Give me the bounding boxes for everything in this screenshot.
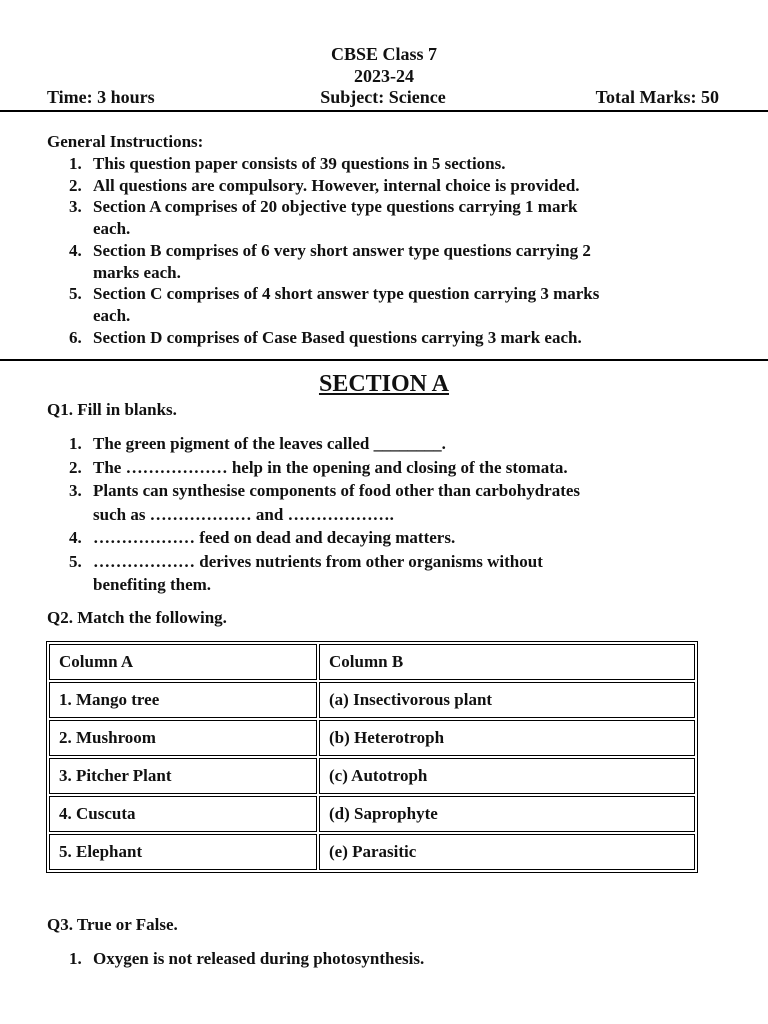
paper-year: 2023-24 xyxy=(354,66,414,86)
item-number: 2. xyxy=(69,175,82,195)
q1-heading: Q1. Fill in blanks. xyxy=(47,400,177,419)
item-text-line: Section A comprises of 20 objective type questions carrying 1 mark xyxy=(93,197,578,217)
item-text-line: Section B comprises of 6 very short answer type questions carrying 2 xyxy=(93,240,591,260)
subject-label: Subject: Science xyxy=(320,87,446,107)
column-a-cell: 5. Elephant xyxy=(49,834,317,870)
column-b-cell: (c) Autotroph xyxy=(319,758,695,794)
list-item xyxy=(47,947,424,971)
item-text-line: This question paper consists of 39 questions in 5 sections. xyxy=(93,154,506,173)
column-b-cell: (e) Parasitic xyxy=(319,834,695,870)
item-number: 6. xyxy=(69,327,82,347)
item-number: 3. xyxy=(69,481,82,500)
instructions-heading: General Instructions: xyxy=(47,132,204,151)
q3-heading: Q3. True or False. xyxy=(47,915,178,934)
list-item xyxy=(47,175,599,197)
item-text-line: each. xyxy=(93,305,131,325)
item-number: 1. xyxy=(69,949,82,968)
table-header-row xyxy=(49,644,695,680)
q1-list xyxy=(47,432,580,597)
column-a-cell: 4. Cuscuta xyxy=(49,796,317,832)
item-text-line: Section C comprises of 4 short answer type question carrying 3 marks xyxy=(93,284,600,304)
table-row xyxy=(49,720,695,756)
item-text-line: benefiting them. xyxy=(93,575,212,594)
table-row xyxy=(49,758,695,794)
q3-list xyxy=(47,947,424,971)
item-number: 2. xyxy=(69,457,82,477)
item-number: 5. xyxy=(69,284,82,304)
column-a-cell: 3. Pitcher Plant xyxy=(49,758,317,794)
item-text-line: Oxygen is not released during photosynthesis. xyxy=(93,949,425,968)
table-row xyxy=(49,834,695,870)
column-b-cell: (a) Insectivorous plant xyxy=(319,682,695,718)
item-text-line: The green pigment of the leaves called ________. xyxy=(93,434,446,453)
instructions-divider xyxy=(0,359,768,361)
table-row xyxy=(49,682,695,718)
item-number: 3. xyxy=(69,197,82,217)
list-item xyxy=(47,456,580,480)
item-text-line: Section D comprises of Case Based questions carrying 3 mark each. xyxy=(93,327,582,347)
list-item xyxy=(47,526,580,550)
list-item xyxy=(47,283,599,326)
item-number: 1. xyxy=(69,434,82,453)
instructions-list xyxy=(47,153,599,348)
match-table xyxy=(46,641,698,873)
column-a-header: Column A xyxy=(49,644,317,680)
section-a-title: SECTION A xyxy=(318,371,450,397)
time-label: Time: 3 hours xyxy=(47,87,155,107)
column-a-cell: 2. Mushroom xyxy=(49,720,317,756)
list-item xyxy=(47,479,580,526)
table-row xyxy=(49,796,695,832)
list-item xyxy=(47,550,580,597)
item-text-line: ……………… feed on dead and decaying matters. xyxy=(93,528,456,547)
item-text-line: ……………… derives nutrients from other organisms without xyxy=(93,551,543,571)
item-number: 1. xyxy=(69,154,82,173)
item-text-line: each. xyxy=(93,219,131,239)
paper-title: CBSE Class 7 xyxy=(330,44,438,64)
item-number: 4. xyxy=(69,240,82,260)
column-b-cell: (b) Heterotroph xyxy=(319,720,695,756)
column-b-cell: (d) Saprophyte xyxy=(319,796,695,832)
item-text-line: such as ……………… and ………………. xyxy=(93,504,394,524)
list-item xyxy=(47,196,599,239)
item-text-line: Plants can synthesise components of food other than carbohydrates xyxy=(93,481,581,500)
item-text-line: All questions are compulsory. However, internal choice is provided. xyxy=(93,175,580,195)
item-text-line: marks each. xyxy=(93,262,181,282)
column-b-header: Column B xyxy=(319,644,695,680)
q2-heading: Q2. Match the following. xyxy=(47,608,227,627)
item-number: 4. xyxy=(69,528,82,547)
item-text-line: The ……………… help in the opening and closing of the stomata. xyxy=(93,457,568,477)
list-item xyxy=(47,432,580,456)
header-row xyxy=(47,87,719,109)
list-item xyxy=(47,153,599,175)
list-item xyxy=(47,240,599,283)
list-item xyxy=(47,327,599,349)
header-divider xyxy=(0,110,768,112)
column-a-cell: 1. Mango tree xyxy=(49,682,317,718)
item-number: 5. xyxy=(69,551,82,571)
total-marks-label: Total Marks: 50 xyxy=(595,87,719,107)
